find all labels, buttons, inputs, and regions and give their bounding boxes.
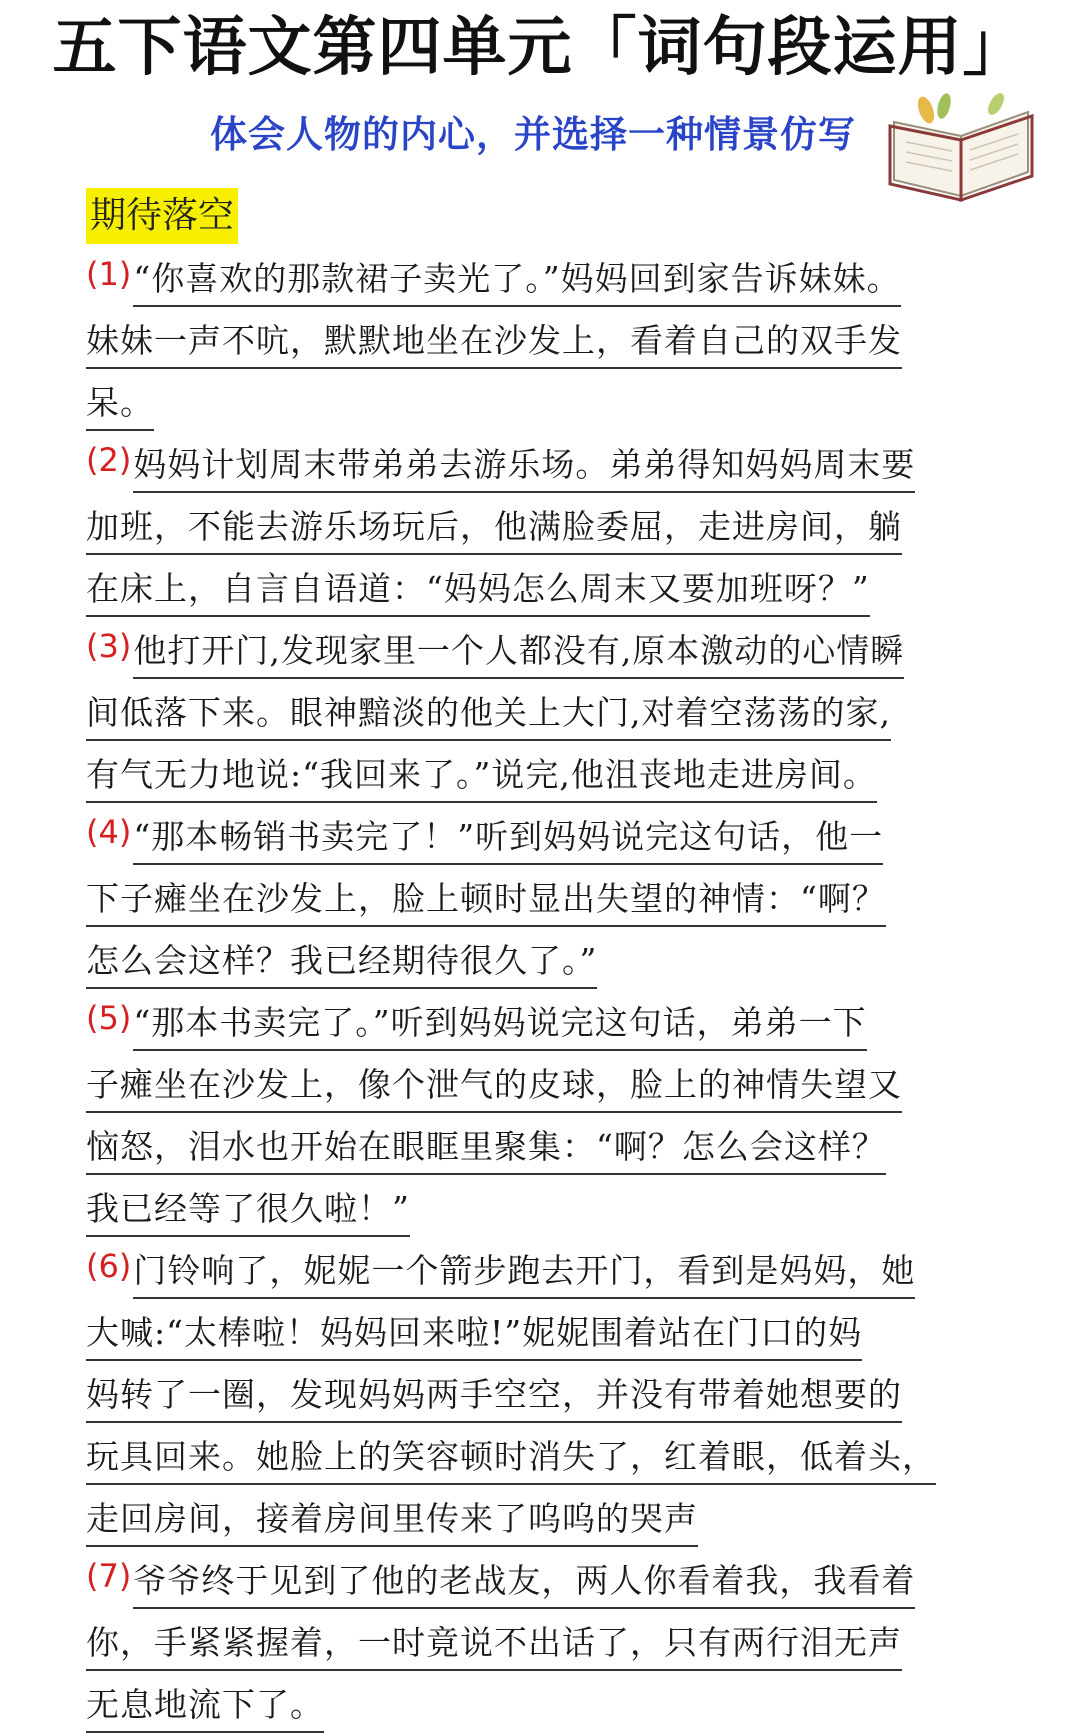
item-number: (4) (86, 813, 132, 851)
text-line (86, 1488, 998, 1550)
subtitle: 体会人物的内心，并选择一种情景仿写 (210, 113, 856, 156)
list-item (86, 620, 998, 806)
text-line (86, 1426, 998, 1488)
list-item (86, 992, 998, 1240)
text-line (86, 744, 998, 806)
line-text: 玩具回来。她脸上的笑容顿时消失了，红着眼，低着头， (86, 1431, 936, 1485)
line-text: 子瘫坐在沙发上，像个泄气的皮球，脸上的神情失望又 (86, 1059, 902, 1113)
text-line (86, 1550, 998, 1612)
text-line (86, 868, 998, 930)
line-text: 大喊:“太棒啦！妈妈回来啦!”妮妮围着站在门口的妈 (86, 1307, 862, 1361)
item-number: (1) (86, 255, 132, 293)
text-line (86, 1364, 998, 1426)
open-book-icon (886, 92, 1036, 202)
line-text: “那本书卖完了。”听到妈妈说完这句话，弟弟一下 (133, 997, 866, 1051)
text-line (86, 1302, 998, 1364)
line-text: 走回房间，接着房间里传来了呜呜的哭声 (86, 1493, 698, 1547)
text-line (86, 1240, 998, 1302)
text-line (86, 1054, 998, 1116)
text-line (86, 1116, 998, 1178)
text-line (86, 496, 998, 558)
list-item (86, 1240, 998, 1550)
line-text: 有气无力地说:“我回来了。”说完,他沮丧地走进房间。 (86, 749, 877, 803)
text-line (86, 682, 998, 744)
line-text: 无息地流下了。 (86, 1679, 324, 1733)
line-text: 我已经等了很久啦！” (86, 1183, 410, 1237)
line-text: 妹妹一声不吭，默默地坐在沙发上，看着自己的双手发 (86, 315, 902, 369)
text-line (86, 930, 998, 992)
line-text: 妈妈计划周末带弟弟去游乐场。弟弟得知妈妈周末要 (133, 439, 915, 493)
line-text: 他打开门,发现家里一个人都没有,原本激动的心情瞬 (133, 625, 904, 679)
list-item (86, 434, 998, 620)
line-text: 加班，不能去游乐场玩后，他满脸委屈，走进房间，躺 (86, 501, 902, 555)
item-number: (3) (86, 627, 132, 665)
text-line (86, 1178, 998, 1240)
text-line (86, 310, 998, 372)
text-line (86, 806, 998, 868)
line-text: 你，手紧紧握着，一时竟说不出话了，只有两行泪无声 (86, 1617, 902, 1671)
text-line (86, 1612, 998, 1674)
section-label: 期待落空 (86, 188, 238, 244)
list-item (86, 248, 998, 434)
line-text: 下子瘫坐在沙发上，脸上顿时显出失望的神情：“啊？ (86, 873, 886, 927)
line-text: 爷爷终于见到了他的老战友，两人你看着我，我看着 (133, 1555, 915, 1609)
text-line (86, 248, 998, 310)
item-number: (6) (86, 1247, 132, 1285)
text-line (86, 372, 998, 434)
item-number: (5) (86, 999, 132, 1037)
exercise-list (86, 248, 998, 1736)
page-title: 五下语文第四单元「词句段运用」 (52, 11, 1028, 85)
line-text: 怎么会这样？我已经期待很久了。” (86, 935, 597, 989)
text-line (86, 992, 998, 1054)
line-text: 妈转了一圈，发现妈妈两手空空，并没有带着她想要的 (86, 1369, 902, 1423)
list-item (86, 1550, 998, 1736)
item-number: (7) (86, 1557, 132, 1595)
line-text: 在床上，自言自语道：“妈妈怎么周末又要加班呀？” (86, 563, 870, 617)
list-item (86, 806, 998, 992)
text-line (86, 558, 998, 620)
line-text: 呆。 (86, 377, 154, 431)
line-text: “那本畅销书卖完了！”听到妈妈说完这句话，他一 (133, 811, 883, 865)
line-text: 门铃响了，妮妮一个箭步跑去开门，看到是妈妈，她 (133, 1245, 915, 1299)
text-line (86, 620, 998, 682)
line-text: 恼怒，泪水也开始在眼眶里聚集：“啊？怎么会这样？ (86, 1121, 886, 1175)
text-line (86, 434, 998, 496)
text-line (86, 1674, 998, 1736)
line-text: “你喜欢的那款裙子卖光了。”妈妈回到家告诉妹妹。 (133, 253, 900, 307)
item-number: (2) (86, 441, 132, 479)
line-text: 间低落下来。眼神黯淡的他关上大门,对着空荡荡的家, (86, 687, 891, 741)
